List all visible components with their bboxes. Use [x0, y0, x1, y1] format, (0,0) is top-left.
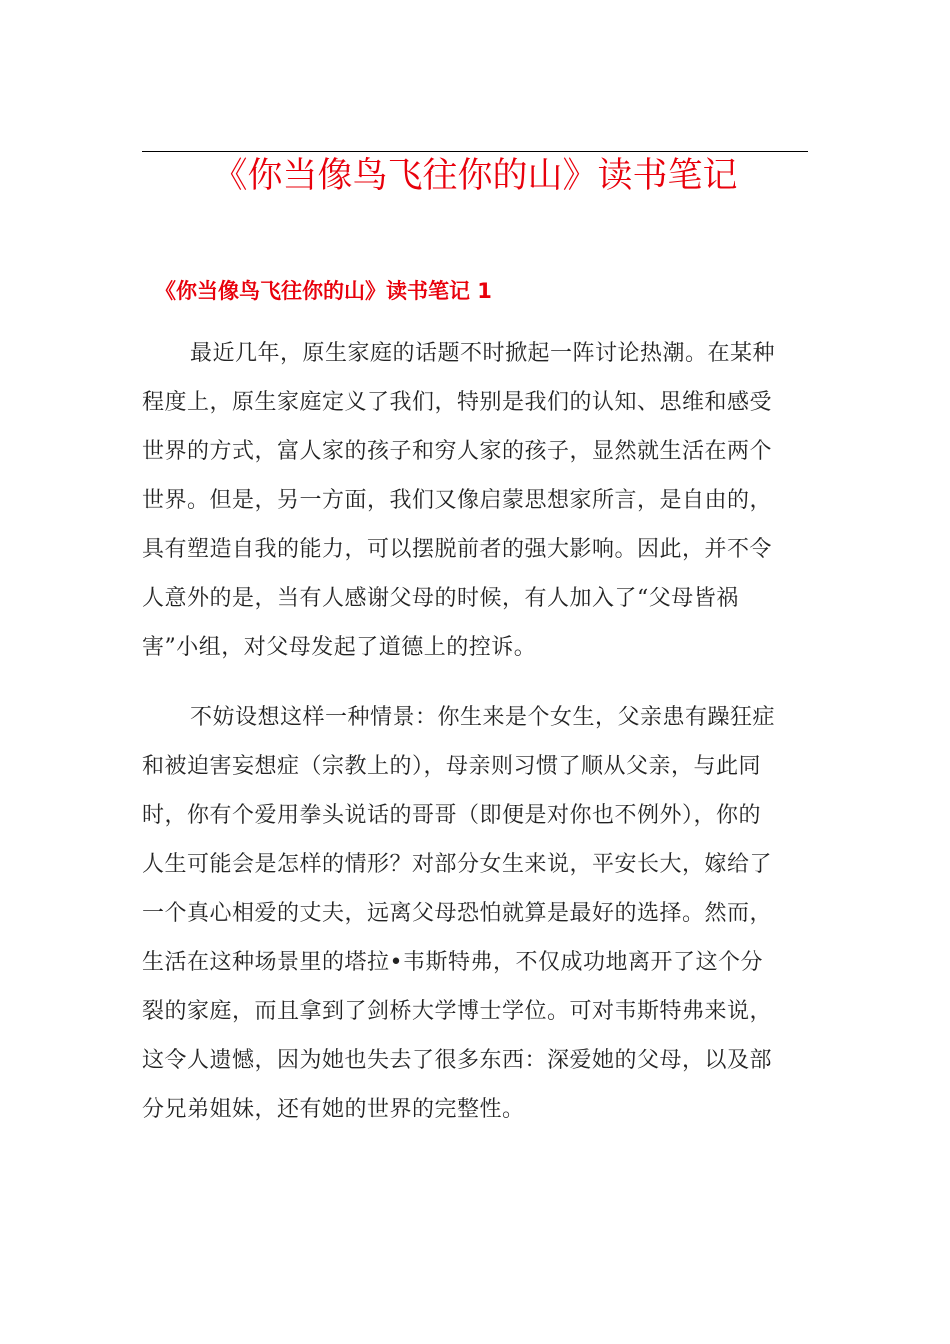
paragraph-line: 害”小组，对父母发起了道德上的控诉。 [142, 635, 537, 660]
paragraph-line: 分兄弟姐妹，还有她的世界的完整性。 [142, 1097, 525, 1122]
section-heading: 《你当像鸟飞往你的山》读书笔记 1 [155, 279, 492, 303]
document-title: 《你当像鸟飞往你的山》读书笔记 [212, 156, 738, 196]
paragraph-line: 和被迫害妄想症（宗教上的），母亲则习惯了顺从父亲，与此同 [142, 754, 762, 779]
paragraph-line: 人生可能会是怎样的情形？对部分女生来说，平安长大，嫁给了 [142, 852, 773, 877]
paragraph-line: 生活在这种场景里的塔拉•韦斯特弗，不仅成功地离开了这个分 [142, 950, 763, 975]
paragraph-line: 这令人遗憾，因为她也失去了很多东西：深爱她的父母，以及部 [142, 1048, 773, 1073]
paragraph-line: 具有塑造自我的能力，可以摆脱前者的强大影响。因此，并不令 [142, 537, 773, 562]
paragraph-line: 世界。但是，另一方面，我们又像启蒙思想家所言，是自由的， [142, 488, 773, 513]
paragraph-line: 时，你有个爱用拳头说话的哥哥（即便是对你也不例外），你的 [142, 803, 762, 828]
paragraph-line: 裂的家庭，而且拿到了剑桥大学博士学位。可对韦斯特弗来说， [142, 999, 773, 1024]
paragraph-line: 世界的方式，富人家的孩子和穷人家的孩子，显然就生活在两个 [142, 439, 773, 464]
paragraph-line: 一个真心相爱的丈夫，远离父母恐怕就算是最好的选择。然而， [142, 901, 773, 926]
paragraph-line: 不妨设想这样一种情景：你生来是个女生，父亲患有躁狂症 [190, 705, 776, 730]
paragraph-line: 最近几年，原生家庭的话题不时掀起一阵讨论热潮。在某种 [190, 341, 776, 366]
body-paragraph-1 [142, 329, 808, 672]
paragraph-line: 人意外的是，当有人感谢父母的时候，有人加入了“父母皆祸 [142, 586, 739, 611]
paragraph-line: 程度上，原生家庭定义了我们，特别是我们的认知、思维和感受 [142, 390, 773, 415]
body-paragraph-2 [142, 693, 808, 1134]
